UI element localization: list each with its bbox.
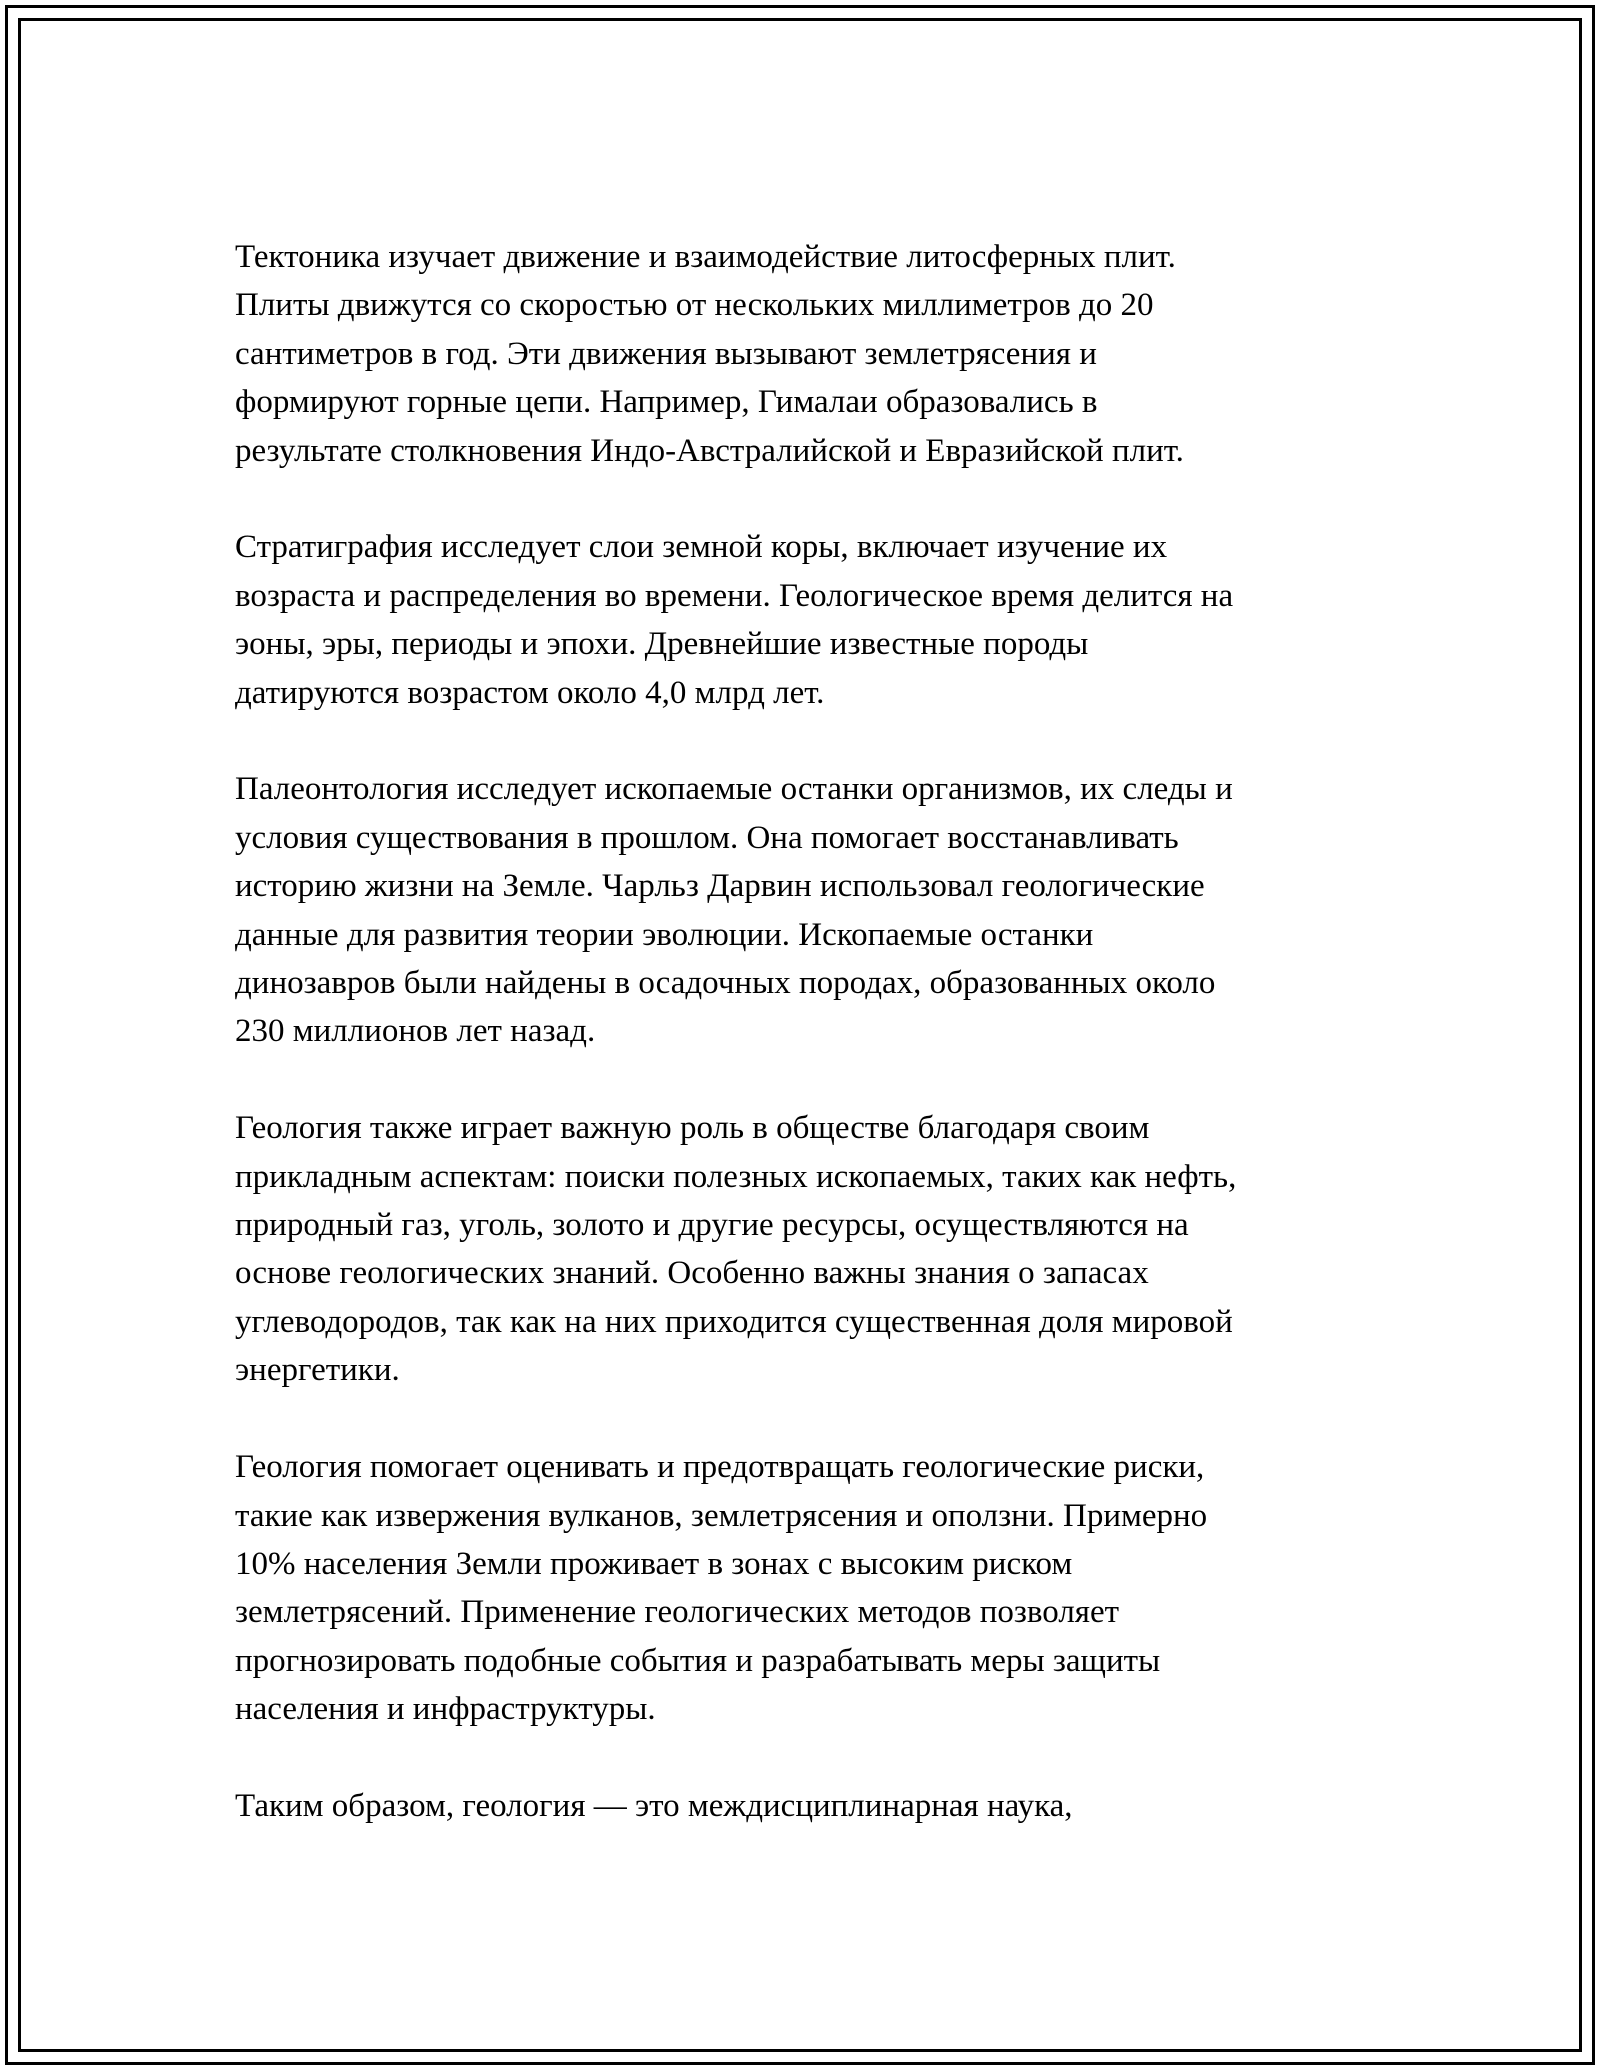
paragraph-stratigraphy (235, 523, 1365, 717)
text-line: такие как извержения вулканов, землетрясения и оползни. Примерно (235, 1497, 1208, 1534)
paragraph-tectonics (235, 233, 1365, 475)
paragraph-geological-risks (235, 1443, 1365, 1733)
text-line: Таким образом, геология — это междисциплинарная наука, (235, 1787, 1073, 1824)
text-line: историю жизни на Земле. Чарльз Дарвин использовал геологические (235, 868, 1205, 905)
text-line: основе геологических знаний. Особенно важны знания о запасах (235, 1255, 1149, 1292)
text-line: населения и инфраструктуры. (235, 1691, 656, 1728)
text-line: прогнозировать подобные события и разрабатывать меры защиты (235, 1642, 1161, 1679)
text-line: результате столкновения Индо-Австралийской и Евразийской плит. (235, 432, 1184, 469)
paragraph-applied-geology (235, 1104, 1365, 1394)
text-line: 10% населения Земли проживает в зонах с высоким риском (235, 1545, 1073, 1582)
text-line: Плиты движутся со скоростью от нескольких миллиметров до 20 (235, 287, 1154, 324)
text-line: энергетики. (235, 1352, 400, 1389)
text-line: формируют горные цепи. Например, Гималаи образовались в (235, 384, 1098, 421)
text-line: Палеонтология исследует ископаемые останки организмов, их следы и (235, 771, 1233, 808)
text-line: Стратиграфия исследует слои земной коры, включает изучение их (235, 529, 1168, 566)
text-line: датируются возрастом около 4,0 млрд лет. (235, 674, 825, 711)
text-line: Геология также играет важную роль в обществе благодаря своим (235, 1110, 1150, 1147)
document-body (235, 233, 1365, 1830)
text-line: динозавров были найдены в осадочных породах, образованных около (235, 965, 1216, 1002)
text-line: Геология помогает оценивать и предотвращать геологические риски, (235, 1449, 1205, 1486)
text-line: углеводородов, так как на них приходится существенная доля мировой (235, 1303, 1233, 1340)
text-line: условия существования в прошлом. Она помогает восстанавливать (235, 819, 1179, 856)
text-line: природный газ, уголь, золото и другие ресурсы, осуществляются на (235, 1207, 1189, 1244)
text-line: Тектоника изучает движение и взаимодействие литосферных плит. (235, 239, 1176, 275)
text-line: эоны, эры, периоды и эпохи. Древнейшие известные породы (235, 626, 1089, 663)
text-line: сантиметров в год. Эти движения вызывают землетрясения и (235, 335, 1097, 372)
text-line: землетрясений. Применение геологических методов позволяет (235, 1594, 1120, 1631)
text-line: 230 миллионов лет назад. (235, 1013, 596, 1050)
paragraph-conclusion (235, 1782, 1365, 1830)
text-line: возраста и распределения во времени. Геологическое время делится на (235, 577, 1234, 614)
paragraph-paleontology (235, 765, 1365, 1055)
text-line: прикладным аспектам: поиски полезных ископаемых, таких как нефть, (235, 1158, 1237, 1195)
text-line: данные для развития теории эволюции. Ископаемые останки (235, 916, 1094, 953)
